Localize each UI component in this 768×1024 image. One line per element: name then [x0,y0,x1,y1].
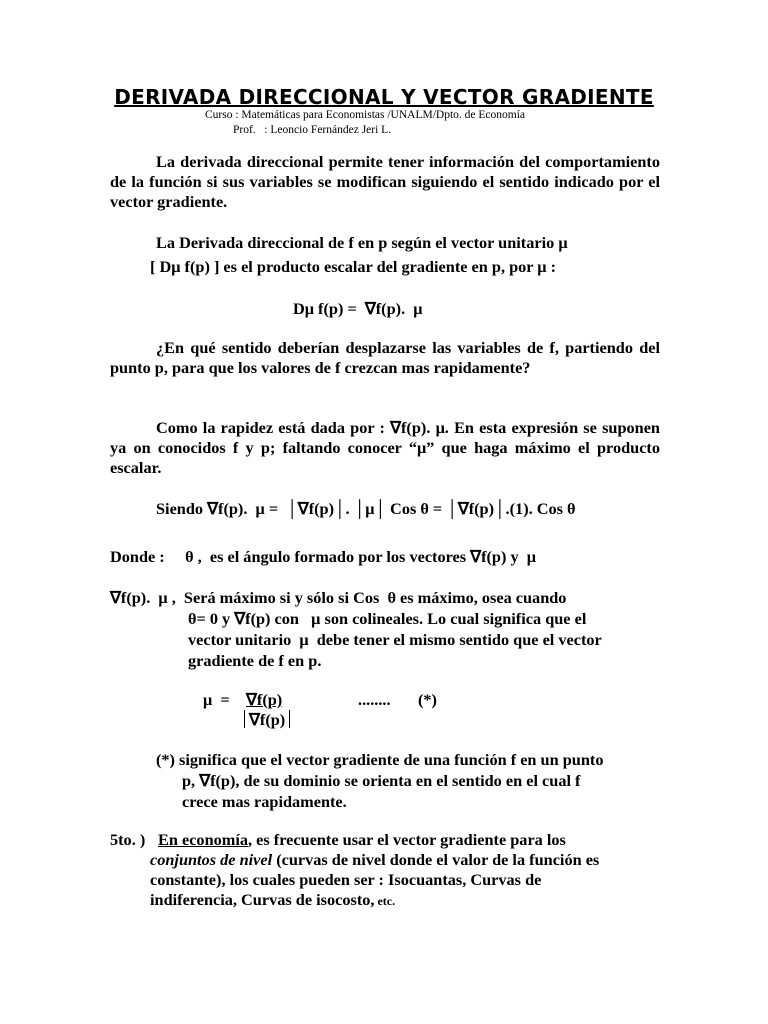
equation-tag: (*) [418,690,437,709]
maximum-condition-line-4: gradiente de f en p. [188,651,322,670]
unit-vector-numerator: ∇f(p) [246,690,283,709]
document-title: DERIVADA DIRECCIONAL Y VECTOR GRADIENTE [114,85,654,109]
item-line-2 [150,850,599,870]
item-number: 5to. ) [110,830,146,849]
maximum-condition-line-1: ∇f(p). μ , Será máximo si y sólo si Cos θ es máximo, osea cuando [110,588,567,607]
rapidity-paragraph [110,418,660,478]
angle-definition: Donde : θ , es el ángulo formado por los vectores ∇f(p) y μ [110,547,536,566]
equation-dots: ........ [358,690,391,709]
definition-line-2: [ Dμ f(p) ] es el producto escalar del gradiente en p, por μ : [150,257,557,276]
item-line-4-text: indiferencia, Curvas de isocosto, [150,890,375,909]
maximum-condition-line-3: vector unitario μ debe tener el mismo sentido que el vector [188,630,602,649]
course-info: Curso : Matemáticas para Economistas /UNALM/Dpto. de Economía [205,109,526,121]
paragraph-intro [110,152,660,212]
dot-product-formula: Siendo ∇f(p). μ = │∇f(p)│. │μ│ Cos θ = │∇f(p)│.(1). Cos θ [156,499,576,518]
paragraph-intro-text: La derivada direccional permite tener información del comportamiento de la función si sus variables se modifican siguiendo el sentido indicado por el vector gradiente. [110,152,660,211]
question-paragraph [110,338,660,378]
definition-line-1: La Derivada direccional de f en p según el vector unitario μ [156,233,568,252]
unit-vector-lhs: μ = [203,690,230,709]
note-line-3: crece mas rapidamente. [182,792,347,811]
item-etc: etc. [374,894,396,908]
note-line-1: (*) significa que el vector gradiente de una función f en un punto [156,750,604,769]
professor-info: Prof. : Leoncio Fernández Jeri L. [233,124,392,136]
item-line-4 [150,890,395,911]
question-text: ¿En qué sentido deberían desplazarse las variables de f, partiendo del punto p, para que los valores de f crezcan mas rapidamente? [110,338,660,377]
item-line-1-rest: , es frecuente usar el vector gradiente para los [248,830,566,849]
abs-bar-right [289,710,290,728]
unit-vector-denominator [240,710,294,730]
level-sets-italic: conjuntos de nivel [150,850,273,869]
unit-vector-denominator-text: ∇f(p) [249,710,286,729]
maximum-condition-line-2: θ= 0 y ∇f(p) con μ son colineales. Lo cual significa que el [188,609,587,628]
item-line-2-rest: (curvas de nivel donde el valor de la función es [272,850,600,869]
rapidity-text: Como la rapidez está dada por : ∇f(p). μ. En esta expresión se suponen ya on conocidos f y p; faltando conocer “μ” que haga máximo el producto escalar. [110,418,660,477]
abs-bar-left [244,710,245,728]
item-line-1 [158,830,566,850]
item-line-3: constante), los cuales pueden ser : Isocuantas, Curvas de [150,870,542,889]
directional-derivative-formula: Dμ f(p) = ∇f(p). μ [293,299,423,318]
note-line-2: p, ∇f(p), de su dominio se orienta en el sentido en el cual f [182,771,581,790]
economics-underlined: En economía [158,830,249,849]
